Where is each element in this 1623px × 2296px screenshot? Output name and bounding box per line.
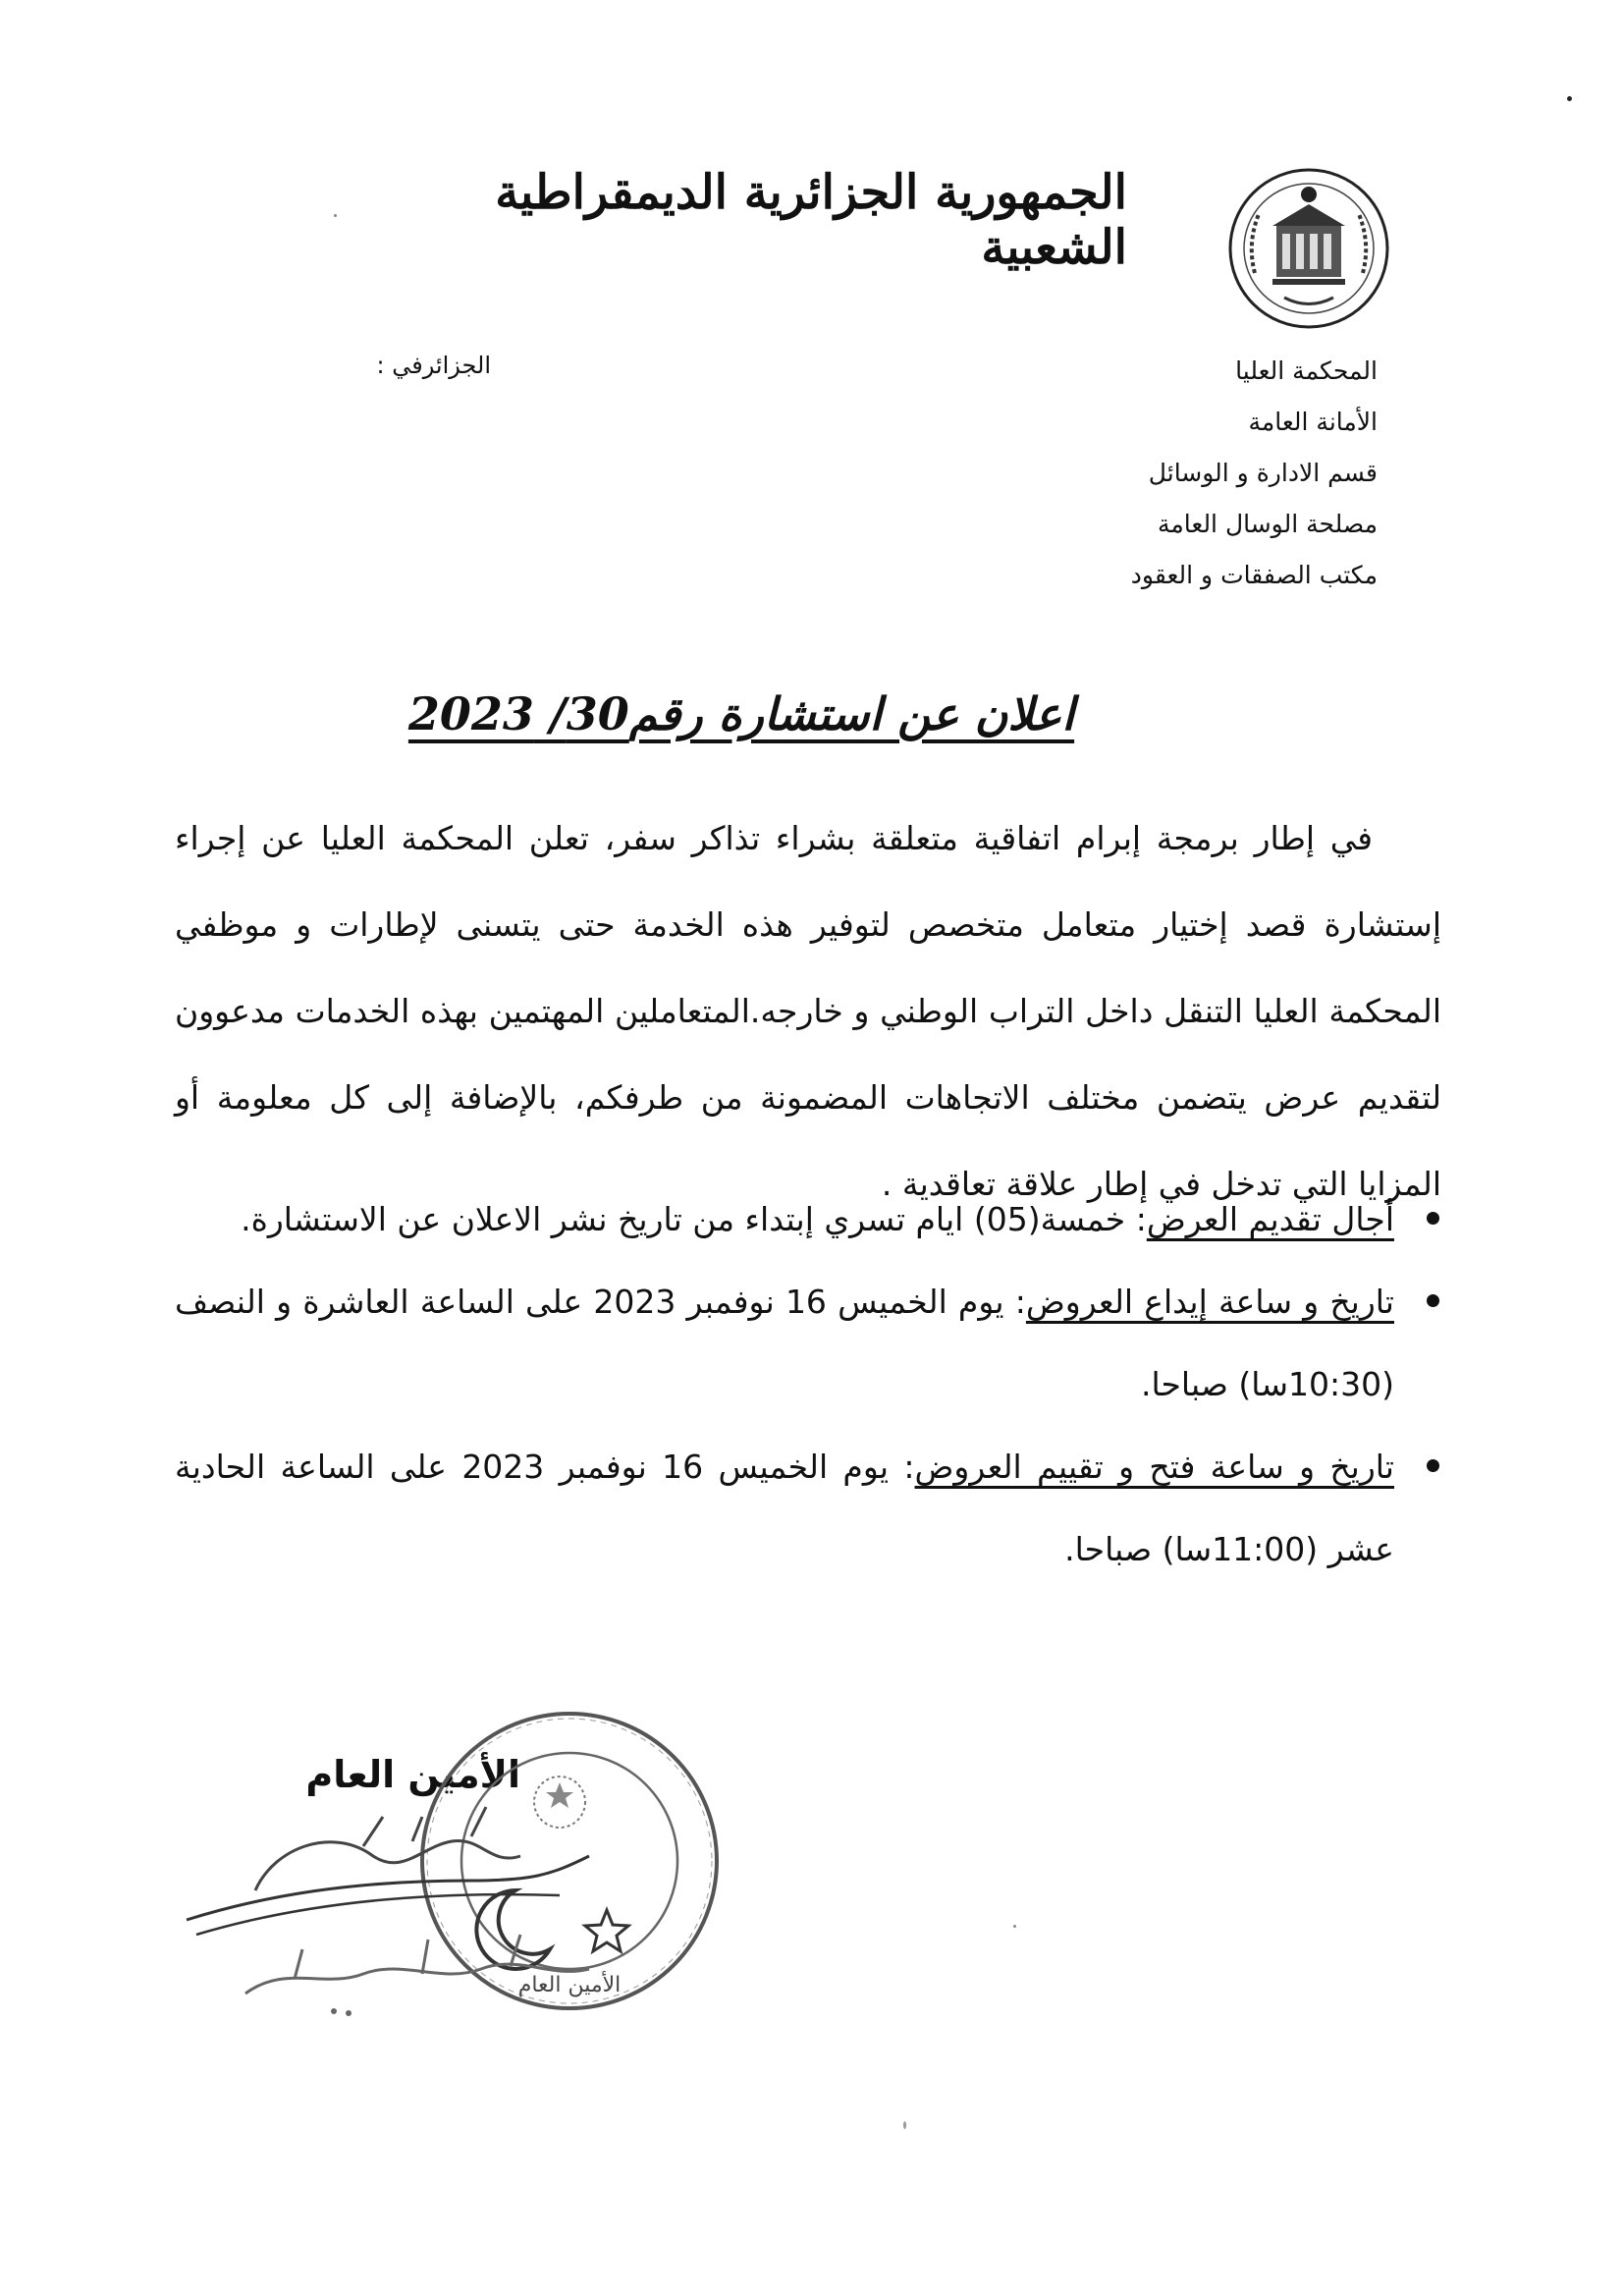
item-label: تاريخ و ساعة إيداع العروض	[1025, 1283, 1394, 1321]
list-item	[175, 1178, 1441, 1261]
item-text: : يوم الخميس 16 نوفمبر 2023 على الساعة الحادية عشر (11:00سا) صباحا.	[175, 1448, 1394, 1568]
item-label: تاريخ و ساعة فتح و تقييم العروض	[914, 1448, 1394, 1486]
svg-text:الأمين العام: الأمين العام	[517, 1973, 622, 1997]
office-line: المحكمة العليا	[1235, 356, 1378, 385]
office-line: مصلحة الوسال العامة	[1157, 510, 1378, 538]
scan-speck	[1013, 1925, 1016, 1928]
court-emblem-icon	[1225, 165, 1392, 332]
city-date-line: الجزائرفي :	[376, 352, 491, 379]
handwritten-signature	[177, 1787, 727, 2023]
item-label: أجال تقديم العرض	[1146, 1200, 1394, 1238]
item-text: : خمسة(05) ايام تسري إبتداء من تاريخ نشر الاعلان عن الاستشارة.	[241, 1200, 1147, 1238]
scan-speck	[903, 2121, 906, 2129]
paragraph-text: في إطار برمجة إبرام اتفاقية متعلقة بشراء تذاكر سفر، تعلن المحكمة العليا عن إجراء إستشارة قصد إختيار متعامل متخصص لتوفير هذه الخدمة حتى يتسنى لإطارات و موظفي المحكمة العليا التنقل داخل التراب الوطني و خارجه.المتعاملين المهتمين بهذه الخدمات مدعوون لتقديم عرض يتضمن مختلف الاتجاهات المضمونة من طرفكم، بالإضافة إلى كل معلومة أو المزايا التي تدخل في إطار علاقة تعاقدية .	[175, 819, 1441, 1203]
announcement-title: اعلان عن استشارة رقم30/ 2023	[407, 687, 1075, 740]
scan-speck	[1567, 96, 1572, 101]
announcement-paragraph	[175, 795, 1441, 1228]
bullet-icon	[1427, 1459, 1439, 1472]
office-line: قسم الادارة و الوسائل	[1148, 459, 1378, 487]
list-item	[175, 1261, 1441, 1426]
office-line: مكتب الصفقات و العقود	[1130, 561, 1378, 589]
scan-speck	[334, 214, 337, 217]
signatory-title: الأمين العام	[305, 1753, 520, 1796]
terms-list	[175, 1178, 1441, 1591]
issuing-offices	[965, 346, 1378, 601]
bullet-icon	[1427, 1294, 1439, 1307]
bullet-icon	[1427, 1212, 1439, 1225]
list-item	[175, 1426, 1441, 1591]
office-line: الأمانة العامة	[1248, 408, 1378, 436]
item-text: : يوم الخميس 16 نوفمبر 2023 على الساعة العاشرة و النصف (10:30سا) صباحا.	[175, 1283, 1394, 1403]
republic-name-heading: الجمهورية الجزائرية الديمقراطية الشعبية	[495, 165, 1127, 275]
